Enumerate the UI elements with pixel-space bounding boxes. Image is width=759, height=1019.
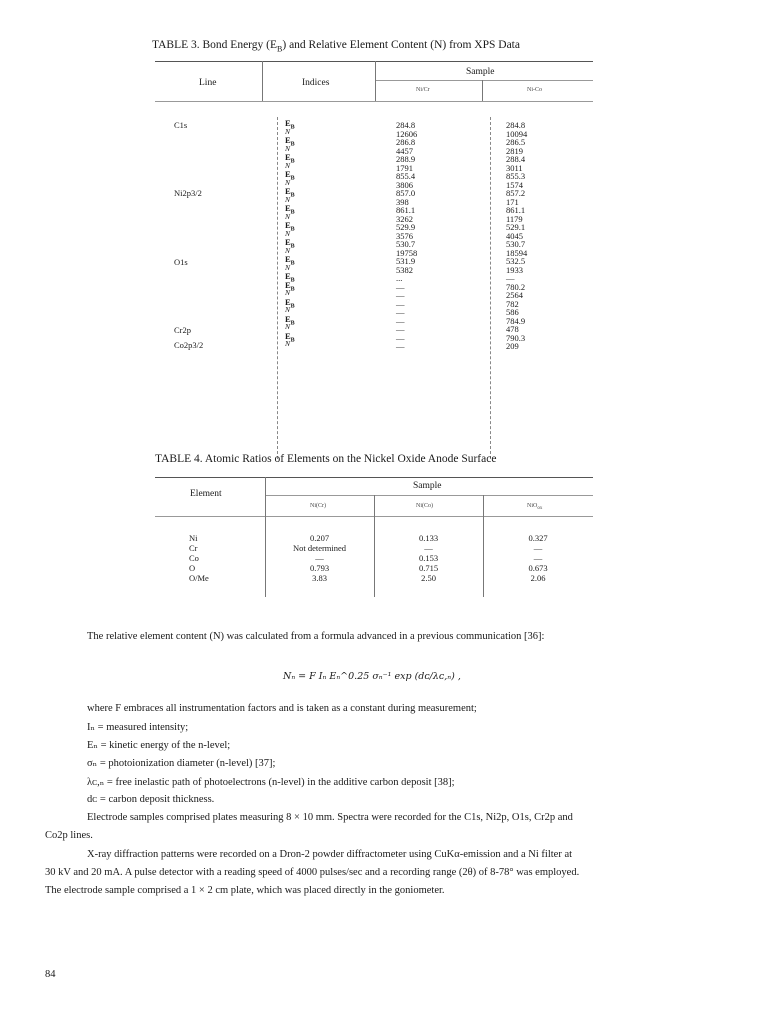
index-n: N [285, 228, 291, 238]
table3-cell: 857.0 [396, 188, 416, 198]
table3-header-sample: Sample [466, 67, 495, 77]
index-eb-sub: B [290, 243, 295, 250]
table3-caption [152, 39, 520, 53]
table3-cell: 5382 [396, 264, 413, 275]
index-n: N [285, 194, 291, 204]
index-eb-sub: B [290, 158, 295, 165]
table4-element-label: Cr [189, 543, 198, 553]
table3-line-co2p: Co2p3/2 [174, 340, 204, 350]
index-eb-letter: E [285, 169, 291, 179]
index-n: N [285, 305, 291, 314]
index-eb-sub: B [290, 141, 295, 148]
table3-sample-rule [375, 80, 593, 81]
index-n: N [285, 211, 291, 221]
table3-cell: 18594 [506, 247, 528, 258]
table3-cell: 530.7 [506, 239, 526, 249]
table3-header-indices: Indices [302, 78, 330, 88]
table3-cell: 478 [506, 324, 519, 334]
table4-column-nicr [265, 533, 374, 583]
table3-cell: 284.8 [396, 120, 416, 130]
table4-element-label: Co [189, 553, 199, 563]
table3-cell: 286.8 [396, 137, 416, 147]
table3-cell: 3011 [506, 162, 523, 173]
table3-cell: 4457 [396, 145, 413, 156]
paragraph-electrode-line1: Electrode samples comprised plates measuring 8 × 10 mm. Spectra were recorded for the C1s, Ni2p, O1s, Cr2p and [87, 812, 573, 823]
table3-cell: 19758 [396, 247, 418, 258]
index-eb-letter: E [285, 237, 291, 247]
table4-column-element [189, 533, 209, 583]
table3-header-sample1: Ni/Cr [416, 87, 430, 93]
index-n: N [285, 339, 291, 348]
index-eb-letter: E [285, 203, 291, 213]
table3-column-sample2 [506, 121, 527, 351]
table3-vline-1 [262, 61, 263, 101]
index-eb-sub: B [290, 226, 295, 233]
table3-cell: 171 [506, 196, 519, 207]
table3-cell: 2819 [506, 145, 523, 156]
table4-header-s2: Ni(Co) [416, 503, 433, 509]
table3-cell: 857.2 [506, 188, 526, 198]
paragraph-formula-intro: The relative element content (N) was calculated from a formula advanced in a previous communication [36]: [87, 631, 545, 642]
table3-cell: — [396, 315, 405, 326]
table3-cell: 782 [506, 298, 519, 309]
table4-cell: — [424, 543, 433, 553]
line-label: Ni2p3/2 [174, 188, 202, 198]
table4-header-s1: Ni(Cr) [310, 503, 326, 509]
table3-cell: 1179 [506, 213, 523, 224]
table3-cell: 284.8 [506, 120, 526, 130]
index-eb-sub: B [290, 175, 295, 182]
table3-cell: 529.9 [396, 222, 416, 232]
table3-cell: — [396, 332, 405, 343]
index-eb-letter: E [285, 220, 291, 230]
table4-cell: Not determined [292, 543, 347, 553]
index-eb-sub: B [290, 124, 295, 131]
index-eb-sub: B [290, 277, 295, 284]
table3-cell: 1933 [506, 264, 523, 275]
table3-cell: 531.9 [396, 256, 416, 266]
table3-cell: 286.5 [506, 137, 526, 147]
index-eb-letter: E [285, 279, 291, 290]
index-eb-letter: E [285, 152, 291, 162]
table4-cell: 0.327 [528, 533, 548, 543]
table3-cell: — [396, 324, 405, 334]
index-eb-letter: E [285, 271, 291, 281]
table3-cell: 3262 [396, 213, 413, 224]
table4-cell: 0.133 [418, 533, 439, 543]
table3-cell: 10094 [506, 128, 528, 139]
index-eb-letter: E [285, 330, 291, 341]
definition-photoionization: σₙ = photoionization diameter (n-level) [37]; [87, 758, 276, 769]
table4-element-label: Ni [189, 533, 198, 543]
index-n: N [285, 143, 291, 153]
index-eb-letter: E [285, 135, 291, 145]
table3-cell: 532.5 [506, 256, 526, 266]
table3-header-rule [155, 101, 593, 102]
paragraph-xray-line3: The electrode sample comprised a 1 × 2 cm plate, which was placed directly in the goniometer. [45, 885, 445, 896]
table4-caption: TABLE 4. Atomic Ratios of Elements on the Nickel Oxide Anode Surface [155, 453, 497, 465]
table3-cell: — [396, 298, 405, 309]
table3-vline-3 [482, 80, 483, 101]
index-eb-sub: B [290, 286, 295, 293]
table4-header-element: Element [190, 489, 222, 499]
table4-cell: 0.207 [309, 533, 330, 543]
table3-cell: 861.1 [396, 205, 416, 215]
definition-kinetic-energy: Eₙ = kinetic energy of the n-level; [87, 740, 231, 751]
table3-cell: — [396, 281, 405, 292]
table3-cell: 288.4 [506, 154, 526, 164]
table3-cell: 4045 [506, 230, 523, 241]
index-n: N [285, 322, 291, 331]
table3-cell: — [506, 273, 515, 283]
definition-deposit-thickness: dᴄ = carbon deposit thickness. [87, 794, 215, 805]
index-eb-sub: B [290, 303, 295, 310]
table3-line-c1s: C1s [174, 120, 188, 130]
table3-cell: 780.2 [506, 281, 526, 292]
table3-cell: 586 [506, 307, 519, 317]
index-n: N [285, 160, 291, 170]
definition-intensity: Iₙ = measured intensity; [87, 722, 189, 733]
table3-cell: 1791 [396, 162, 413, 173]
table3-indices-column [285, 119, 295, 349]
formula-text: Nₙ = F Iₙ Eₙ^0.25 σₙ⁻¹ exp (dᴄ/λᴄ,ₙ) , [283, 671, 461, 682]
table4-top-rule [155, 477, 593, 478]
caption-part: ) and Relative Element Content (N) from XPS Data [282, 39, 520, 51]
table4-column-nico [374, 533, 483, 583]
table3-vline-2 [375, 61, 376, 101]
table3-cell: 855.4 [396, 171, 416, 181]
definition-inelastic-path: λᴄ,ₙ = free inelastic path of photoelectrons (n-level) in the additive carbon deposit [38]; [87, 777, 455, 788]
table3-cell: 2564 [506, 290, 523, 300]
table4-column-niox [483, 533, 593, 583]
table3-cell: 12606 [396, 128, 418, 139]
paragraph-where: where F embraces all instrumentation factors and is taken as a constant during measurement; [87, 703, 477, 714]
table3-cell: 790.3 [506, 332, 526, 343]
table3-cell: 398 [396, 196, 409, 207]
table3-cell: 1574 [506, 179, 523, 190]
table4-cell: 0.673 [528, 563, 548, 573]
paragraph-xray-line1: X-ray diffraction patterns were recorded on a Dron-2 powder diffractometer using CuKα-emission and a Ni filter at [87, 849, 573, 860]
table4-cell: 2.50 [421, 573, 436, 583]
table3-header-line: Line [199, 78, 217, 88]
table4-cell: — [315, 553, 324, 563]
index-eb-sub: B [290, 192, 295, 199]
table3-line-ni2p [174, 189, 202, 198]
table4-sample-rule [265, 495, 593, 496]
table4-cell: 0.793 [309, 563, 330, 573]
index-eb-sub: B [290, 337, 295, 344]
table3-cell: 530.7 [396, 239, 416, 249]
index-eb-letter: E [285, 118, 291, 128]
table3-column-sample1 [396, 121, 417, 351]
paragraph-electrode-line2: Co2p lines. [45, 830, 93, 841]
index-eb-sub: B [290, 209, 295, 216]
table3-cell: 529.1 [506, 222, 526, 232]
table3-cell: 3576 [396, 230, 413, 241]
table3-body-divider-1 [277, 117, 278, 459]
index-n: N [285, 177, 291, 187]
caption-sub: B [277, 44, 283, 54]
table3-cell: — [396, 307, 405, 317]
paragraph-xray-line2: 30 kV and 20 mA. A pulse detector with a reading speed of 4000 pulses/sec and a recording range (2θ) of 8-78° was employed. [45, 867, 580, 878]
table4-cell: 3.83 [312, 573, 327, 583]
table3-line-o1s: O1s [174, 257, 188, 267]
table4-cell: 0.715 [418, 563, 439, 573]
index-n: N [285, 288, 291, 297]
table3-cell: — [396, 290, 405, 300]
caption-part: TABLE 3. Bond Energy (E [152, 39, 278, 51]
table4-cell: — [533, 543, 543, 553]
index-n: N [285, 126, 291, 136]
table3-cell: 288.9 [396, 154, 416, 164]
table3-cell: ... [396, 273, 403, 283]
index-eb-letter: E [285, 296, 291, 307]
table4-header-sample: Sample [413, 481, 442, 491]
header-s3-sub: ox [537, 506, 543, 512]
index-n: N [285, 245, 291, 255]
table3-cell: 861.1 [506, 205, 526, 215]
table3-cell: 209 [506, 341, 519, 351]
index-eb-sub: B [290, 260, 295, 267]
index-eb-letter: E [285, 313, 291, 324]
table3-cell: 784.9 [506, 315, 526, 326]
index-n: N [285, 262, 291, 272]
index-eb-sub: B [290, 320, 295, 327]
table4-cell: — [533, 553, 543, 563]
formula [283, 671, 461, 682]
table3-header-sample2: Ni-Co [527, 87, 542, 93]
index-eb-letter: E [285, 254, 291, 264]
index-eb-letter: E [285, 186, 291, 196]
table3-cell: 855.3 [506, 171, 526, 181]
page-number: 84 [45, 969, 56, 980]
table3-cell: — [396, 341, 405, 351]
table4-header-s3 [527, 503, 542, 511]
table3-body-divider-2 [490, 117, 491, 459]
table4-cell: 0.153 [418, 553, 439, 563]
header-s3-main: NiO [527, 503, 538, 509]
table3-top-rule [155, 61, 593, 62]
table4-cell: 2.06 [530, 573, 546, 583]
table3-line-cr2p: Cr2p [174, 325, 191, 335]
table3-cell: 3806 [396, 179, 413, 190]
table4-element-label: O [189, 563, 196, 573]
table4-element-label: O/Me [189, 573, 209, 583]
